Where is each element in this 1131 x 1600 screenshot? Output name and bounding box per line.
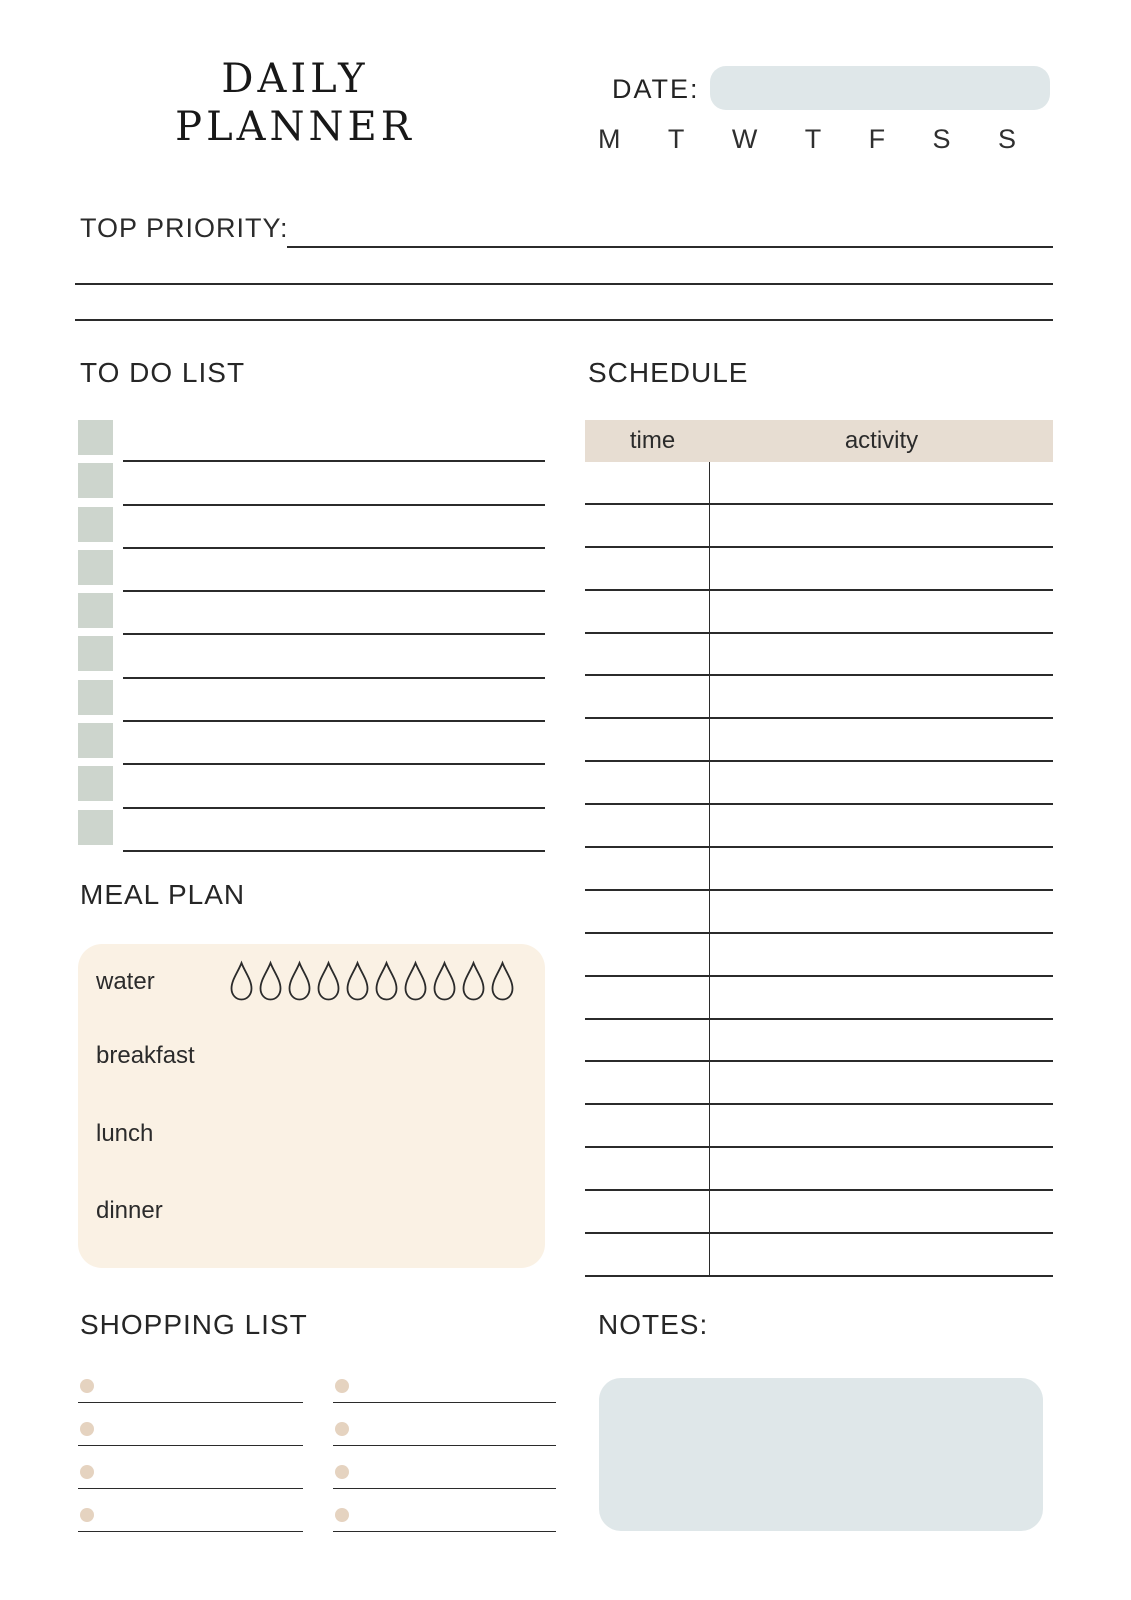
schedule-time-cell[interactable] [585,1105,710,1146]
top-priority-line[interactable] [75,283,1053,319]
shopping-row [78,1446,303,1489]
schedule-time-cell[interactable] [585,1020,710,1061]
todo-row [78,765,555,808]
schedule-time-cell[interactable] [585,676,710,717]
schedule-row [585,591,1053,634]
top-priority-label: TOP PRIORITY: [80,213,289,243]
weekday-label[interactable]: T [667,124,685,154]
bullet-dot [80,1508,94,1522]
bullet-dot [335,1379,349,1393]
meal-plan-card[interactable] [78,944,545,1268]
water-droplet-icon[interactable] [489,960,516,1002]
schedule-time-cell[interactable] [585,1062,710,1103]
schedule-activity-cell[interactable] [710,462,1053,503]
schedule-row [585,1062,1053,1105]
schedule-row [585,934,1053,977]
todo-row [78,462,555,505]
schedule-row [585,977,1053,1020]
meal-label: breakfast [96,1042,195,1069]
todo-checkbox[interactable] [78,636,113,671]
schedule-time-cell[interactable] [585,848,710,889]
date-input-box[interactable] [710,66,1050,110]
shopping-row [333,1403,556,1446]
schedule-activity-cell[interactable] [710,548,1053,589]
top-priority-line[interactable] [75,319,1053,355]
schedule-activity-cell[interactable] [710,891,1053,932]
schedule-activity-cell[interactable] [710,1062,1053,1103]
schedule-time-cell[interactable] [585,591,710,632]
notes-box[interactable] [599,1378,1043,1531]
schedule-time-cell[interactable] [585,762,710,803]
todo-checkbox[interactable] [78,680,113,715]
schedule-activity-cell[interactable] [710,1020,1053,1061]
schedule-row [585,891,1053,934]
water-droplet-tracker [228,960,516,1002]
todo-checkbox[interactable] [78,723,113,758]
planner-title [115,55,475,151]
weekday-label[interactable]: S [997,124,1016,154]
meal-plan-heading: MEAL PLAN [80,879,246,910]
todo-row [78,592,555,635]
schedule-row [585,676,1053,719]
weekday-label[interactable]: T [804,124,822,154]
water-droplet-icon[interactable] [286,960,313,1002]
shopping-row [333,1489,556,1532]
schedule-activity-cell[interactable] [710,848,1053,889]
todo-checkbox[interactable] [78,810,113,845]
meal-label: dinner [96,1197,163,1224]
schedule-activity-cell[interactable] [710,591,1053,632]
schedule-row [585,1148,1053,1191]
schedule-time-cell[interactable] [585,805,710,846]
schedule-col-time: time [629,427,676,454]
schedule-time-cell[interactable] [585,977,710,1018]
weekday-label[interactable]: F [868,124,886,154]
shopping-row [78,1489,303,1532]
todo-row [78,506,555,549]
schedule-header-row [585,420,1053,462]
schedule-activity-cell[interactable] [710,676,1053,717]
schedule-activity-cell[interactable] [710,505,1053,546]
shopping-heading: SHOPPING LIST [80,1309,308,1340]
todo-checkbox[interactable] [78,766,113,801]
schedule-row [585,1191,1053,1234]
water-droplet-icon[interactable] [373,960,400,1002]
shopping-line[interactable] [78,1531,303,1532]
todo-line[interactable] [123,850,545,852]
shopping-row [78,1403,303,1446]
schedule-activity-cell[interactable] [710,1234,1053,1275]
todo-checkbox[interactable] [78,463,113,498]
water-droplet-icon[interactable] [431,960,458,1002]
water-label: water [96,968,155,995]
weekday-row [598,124,1016,154]
todo-checkbox[interactable] [78,593,113,628]
water-droplet-icon[interactable] [228,960,255,1002]
todo-row [78,722,555,765]
bullet-dot [80,1465,94,1479]
schedule-table [585,420,1053,1277]
water-droplet-icon[interactable] [315,960,342,1002]
schedule-row [585,719,1053,762]
shopping-row [333,1446,556,1489]
water-droplet-icon[interactable] [344,960,371,1002]
schedule-time-cell[interactable] [585,719,710,760]
schedule-activity-cell[interactable] [710,805,1053,846]
schedule-activity-cell[interactable] [710,934,1053,975]
date-label: DATE: [612,74,700,104]
top-priority-extra-lines [75,283,1053,355]
weekday-label[interactable]: S [932,124,951,154]
schedule-row [585,1105,1053,1148]
planner-title-line1: DAILY [221,56,369,102]
todo-row [78,679,555,722]
schedule-time-cell[interactable] [585,462,710,503]
shopping-column-2 [333,1360,556,1532]
todo-heading: TO DO LIST [80,357,246,388]
schedule-rows [585,462,1053,1277]
schedule-time-cell[interactable] [585,1191,710,1232]
bullet-dot [335,1465,349,1479]
schedule-row [585,762,1053,805]
bullet-dot [335,1422,349,1436]
schedule-time-cell[interactable] [585,891,710,932]
schedule-row [585,462,1053,505]
shopping-line[interactable] [333,1531,556,1532]
todo-list [78,419,555,852]
todo-checkbox[interactable] [78,550,113,585]
schedule-row [585,1020,1053,1063]
todo-checkbox[interactable] [78,420,113,455]
bullet-dot [335,1508,349,1522]
schedule-row [585,805,1053,848]
schedule-activity-cell[interactable] [710,719,1053,760]
schedule-heading: SCHEDULE [588,357,749,388]
schedule-row [585,548,1053,591]
bullet-dot [80,1379,94,1393]
water-droplet-icon[interactable] [402,960,429,1002]
schedule-activity-cell[interactable] [710,762,1053,803]
water-droplet-icon[interactable] [257,960,284,1002]
bullet-dot [80,1422,94,1436]
schedule-activity-cell[interactable] [710,1191,1053,1232]
schedule-row [585,1234,1053,1277]
schedule-time-cell[interactable] [585,548,710,589]
schedule-activity-cell[interactable] [710,1148,1053,1189]
weekday-label[interactable]: M [598,124,621,154]
schedule-time-cell[interactable] [585,1148,710,1189]
todo-row [78,549,555,592]
notes-heading: NOTES: [598,1309,709,1340]
schedule-time-cell[interactable] [585,934,710,975]
schedule-activity-cell[interactable] [710,1105,1053,1146]
shopping-row [78,1360,303,1403]
schedule-row [585,634,1053,677]
meal-label: lunch [96,1120,154,1147]
shopping-row [333,1360,556,1403]
todo-checkbox[interactable] [78,507,113,542]
schedule-row [585,848,1053,891]
schedule-activity-cell[interactable] [710,977,1053,1018]
todo-row [78,635,555,678]
weekday-label[interactable]: W [731,124,758,154]
top-priority-line[interactable] [287,246,1053,248]
todo-row [78,809,555,852]
schedule-time-cell[interactable] [585,505,710,546]
schedule-col-activity: activity [844,427,919,454]
schedule-activity-cell[interactable] [710,634,1053,675]
todo-row [78,419,555,462]
water-droplet-icon[interactable] [460,960,487,1002]
planner-title-line2: PLANNER [175,104,415,150]
schedule-row [585,505,1053,548]
schedule-time-cell[interactable] [585,1234,710,1275]
shopping-column-1 [78,1360,303,1532]
schedule-time-cell[interactable] [585,634,710,675]
